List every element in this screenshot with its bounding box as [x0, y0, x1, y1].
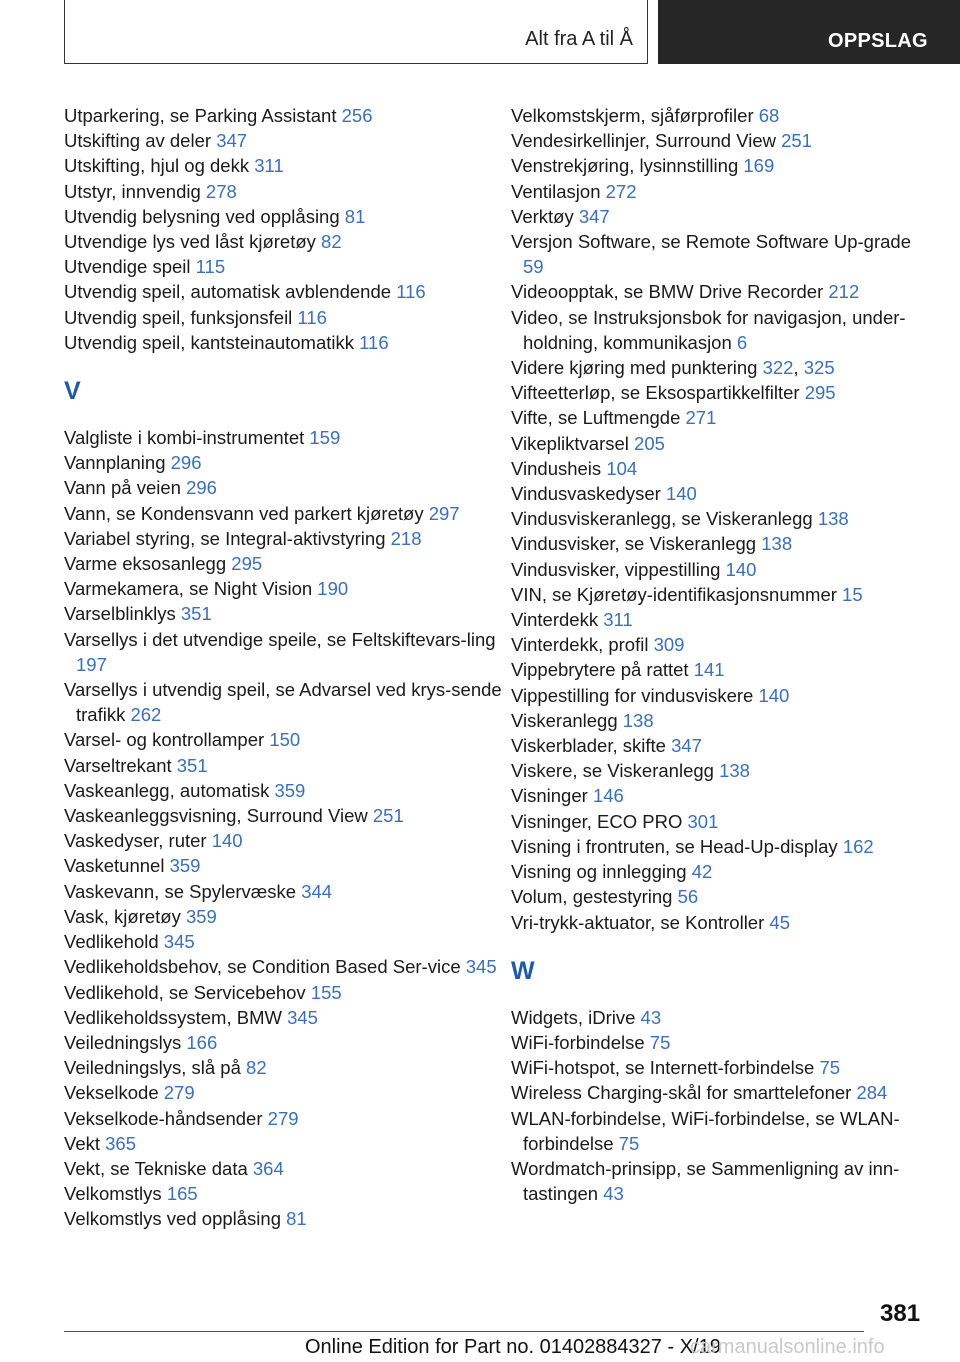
index-entry-text: Varme eksosanlegg	[64, 553, 227, 575]
footer-edition: Online Edition for Part no. 01402884327 - X/19	[305, 1336, 721, 1358]
page-ref-link[interactable]: 212	[828, 281, 860, 303]
index-entry-text: Wordmatch-prinsipp, se Sammenligning av inn-tastingen	[511, 1157, 900, 1205]
index-entry	[64, 1156, 504, 1181]
index-entry-text: VIN, se Kjøretøy-identifikasjonsnummer	[511, 583, 837, 605]
index-entry	[64, 879, 504, 904]
index-entry-text: Vindusvisker, vippestilling	[511, 558, 721, 580]
page-ref-link[interactable]: 359	[169, 855, 201, 877]
index-entry-text: Vifteetterløp, se Eksospartikkelfilter	[511, 382, 800, 404]
page-ref-link[interactable]: 68	[758, 105, 780, 126]
index-entry	[511, 859, 931, 884]
index-entry	[64, 929, 504, 954]
index-entry-text: Vekt	[64, 1132, 100, 1154]
page-ref-link[interactable]: 75	[618, 1132, 640, 1154]
page-ref-link[interactable]: 75	[649, 1031, 671, 1053]
page-ref-link[interactable]: 166	[186, 1031, 218, 1053]
index-entry	[64, 305, 504, 330]
page-ref-link[interactable]: 296	[186, 477, 217, 499]
index-entry	[64, 330, 504, 355]
index-entry-text: Varsel- og kontrollamper	[64, 729, 265, 751]
index-entry-text: WiFi-hotspot, se Internett-forbindelse	[511, 1057, 815, 1079]
index-entry	[64, 753, 504, 778]
index-entry	[511, 456, 931, 481]
header-chapter-title: OPPSLAG	[828, 30, 928, 52]
index-entry	[64, 1055, 504, 1080]
index-entry	[64, 103, 504, 128]
index-entry	[64, 1206, 504, 1231]
page-ref-link[interactable]: 218	[390, 527, 422, 549]
page-ref-link[interactable]: 81	[286, 1208, 307, 1230]
index-entry-text: Utvendig speil, kantsteinautomatikk	[64, 331, 354, 353]
page-ref-link[interactable]: 140	[211, 830, 243, 852]
index-entry	[511, 1156, 931, 1206]
page-ref-link[interactable]: 347	[578, 205, 610, 227]
index-entry-text: Vaskevann, se Spylervæske	[64, 880, 297, 902]
page-ref-link[interactable]: 138	[817, 508, 849, 530]
index-column-right	[511, 103, 931, 1206]
index-entry-text: Variabel styring, se Integral-aktivstyring	[64, 527, 386, 549]
page-ref-link[interactable]: 146	[592, 785, 624, 807]
index-entry-text: Widgets, iDrive	[511, 1006, 636, 1028]
index-entry-text: Videre kjøring med punktering	[511, 357, 758, 379]
index-entry-text: Vri-trykk-aktuator, se Kontroller	[511, 911, 765, 933]
index-entry	[64, 904, 504, 929]
page-ref-link[interactable]: 140	[758, 684, 790, 706]
index-entry	[64, 1181, 504, 1206]
page-ref-link[interactable]: 82	[321, 231, 342, 253]
index-entry	[511, 657, 931, 682]
index-entry	[511, 380, 931, 405]
index-entry	[511, 1055, 931, 1080]
page-ref-link[interactable]: 295	[804, 382, 836, 404]
index-entry-text: Vippestilling for vindusviskere	[511, 684, 754, 706]
footer-rule	[64, 1331, 864, 1332]
index-entry-text: Verktøy	[511, 205, 574, 227]
index-entry	[511, 884, 931, 909]
page-ref-link[interactable]: 351	[176, 754, 208, 776]
page-ref-link[interactable]: 345	[163, 931, 195, 953]
page-ref-link[interactable]: 311	[603, 609, 633, 631]
index-entry	[511, 683, 931, 708]
index-entry	[64, 627, 504, 677]
index-entry	[511, 405, 931, 430]
page-ref-link[interactable]: 197	[76, 653, 107, 675]
index-entry-text: Visninger, ECO PRO	[511, 810, 683, 832]
index-entry	[64, 727, 504, 752]
page-ref-link[interactable]: 322	[762, 357, 794, 379]
index-entry	[511, 1030, 931, 1055]
page-ref-link[interactable]: 169	[743, 155, 775, 177]
page-ref-link[interactable]: 81	[344, 205, 366, 227]
index-entry-text: Velkomstlys ved opplåsing	[64, 1208, 281, 1230]
index-entry-text: Venstrekjøring, lysinnstilling	[511, 155, 739, 177]
page-ref-link[interactable]: 251	[372, 805, 404, 827]
page-ref-link[interactable]: 309	[653, 634, 685, 656]
index-entry	[511, 582, 931, 607]
page-ref-link[interactable]: 116	[297, 306, 327, 328]
index-entry	[64, 954, 504, 979]
page-ref-link[interactable]: 359	[185, 905, 217, 927]
index-entry	[511, 733, 931, 758]
page-ref-link[interactable]: 279	[267, 1107, 299, 1129]
page-ref-link[interactable]: 278	[205, 180, 237, 202]
page-ref-link[interactable]: 138	[719, 760, 750, 782]
page-ref-link[interactable]: 75	[819, 1057, 841, 1079]
index-entry-text: Vekselkode	[64, 1082, 159, 1104]
index-entry	[64, 1106, 504, 1131]
index-entry-text: Veiledningslys	[64, 1031, 182, 1053]
index-letter-heading: W	[511, 956, 535, 985]
index-entry-text: Visning og innlegging	[511, 861, 687, 883]
index-entry-text: Videoopptak, se BMW Drive Recorder	[511, 281, 824, 303]
index-entry	[511, 279, 931, 304]
index-entry-text: Vindusvaskedyser	[511, 483, 661, 505]
index-entry	[64, 1080, 504, 1105]
index-entry-text: Velkomstskjerm, sjåførprofiler	[511, 105, 754, 126]
page-ref-link[interactable]: 141	[693, 659, 725, 681]
index-entry-text: Vedlikehold, se Servicebehov	[64, 981, 306, 1003]
index-entry-text: Utvendige speil	[64, 256, 191, 278]
index-entry	[511, 179, 931, 204]
index-entry-text: Vinterdekk	[511, 609, 599, 631]
index-entry-text: Vinterdekk, profil	[511, 634, 649, 656]
index-entry-text: Varsellys i utvendig speil, se Advarsel ved krys-sende trafikk	[64, 679, 502, 726]
header-section-title: Alt fra A til Å	[525, 28, 633, 50]
index-entry-text: Varmekamera, se Night Vision	[64, 578, 313, 600]
index-entry	[64, 475, 504, 500]
index-entry	[511, 1005, 931, 1030]
index-entry-text: Vindusvisker, se Viskeranlegg	[511, 533, 757, 555]
index-entry	[511, 481, 931, 506]
index-entry	[511, 153, 931, 178]
page-ref-link[interactable]: 59	[523, 256, 544, 278]
index-entry	[64, 828, 504, 853]
index-entry	[64, 551, 504, 576]
index-entry-text: Vedlikeholdsbehov, se Condition Based Ser-vice	[64, 956, 461, 978]
index-entry	[511, 531, 931, 556]
index-entry-text: Vindusheis	[511, 457, 602, 479]
index-entry	[64, 980, 504, 1005]
page-ref-link[interactable]: 82	[246, 1057, 267, 1079]
index-entry	[64, 501, 504, 526]
index-entry-text: Vaskeanlegg, automatisk	[64, 779, 270, 801]
page-ref-link[interactable]: 325	[803, 357, 835, 379]
index-entry	[64, 526, 504, 551]
index-entry-text: Utskifting av deler	[64, 130, 212, 152]
page-ref-link[interactable]: 140	[725, 558, 757, 580]
page-ref-link[interactable]: 311	[254, 155, 284, 177]
index-entry	[511, 607, 931, 632]
page-ref-link[interactable]: 140	[665, 483, 697, 505]
index-entry-text: Vaskedyser, ruter	[64, 830, 207, 852]
page-ref-link[interactable]: 347	[216, 130, 248, 152]
page-ref-link[interactable]: 271	[685, 407, 717, 429]
index-column-left	[64, 103, 504, 1232]
page-ref-link[interactable]: 6	[736, 331, 748, 353]
index-entry	[64, 179, 504, 204]
page-ref-link[interactable]: 155	[310, 981, 342, 1003]
index-entry-text: Utstyr, innvendig	[64, 180, 201, 202]
index-entry-text: Vekt, se Tekniske data	[64, 1157, 248, 1179]
index-entry-text: Volum, gestestyring	[511, 886, 673, 908]
index-entry-text: Velkomstlys	[64, 1183, 162, 1205]
page-ref-link[interactable]: 279	[163, 1082, 195, 1104]
index-entry-text: Utvendige lys ved låst kjøretøy	[64, 231, 316, 253]
index-entry	[64, 1131, 504, 1156]
page-ref-link[interactable]: 345	[287, 1006, 318, 1028]
index-entry-text: Vann, se Kondensvann ved parkert kjøretøy	[64, 502, 424, 524]
index-entry-text: Vaskeanleggsvisning, Surround View	[64, 805, 368, 827]
index-entry	[64, 204, 504, 229]
page-ref-link[interactable]: 251	[781, 130, 812, 152]
index-letter-heading: V	[64, 377, 81, 406]
page-ref-link[interactable]: 365	[105, 1132, 137, 1154]
index-entry	[511, 834, 931, 859]
index-entry	[64, 778, 504, 803]
page-ref-link[interactable]: 15	[842, 583, 863, 605]
index-entry	[64, 677, 504, 727]
index-entry	[511, 758, 931, 783]
index-entry-text: Varselblinklys	[64, 603, 176, 625]
page-ref-link[interactable]: 150	[269, 729, 301, 751]
index-entry	[511, 809, 931, 834]
index-entry-text: Utparkering, se Parking Assistant	[64, 105, 337, 126]
index-entry-text: Utvendig speil, automatisk avblendende	[64, 281, 392, 303]
page-ref-link[interactable]: 347	[671, 735, 702, 757]
page-ref-link[interactable]: 272	[605, 180, 637, 202]
index-entry-text: Wireless Charging-skål for smarttelefoner	[511, 1082, 852, 1104]
index-entry	[64, 425, 504, 450]
index-entry	[511, 506, 931, 531]
page-ref-link[interactable]: 104	[606, 457, 638, 479]
footer-watermark: carmanualsonline.info	[690, 1336, 885, 1358]
page-ref-link[interactable]: 43	[603, 1183, 624, 1205]
index-entry	[64, 450, 504, 475]
index-entry	[64, 853, 504, 878]
index-entry-text: Viskere, se Viskeranlegg	[511, 760, 714, 782]
page-ref-link[interactable]: 295	[231, 553, 263, 575]
page-ref-link[interactable]: 351	[180, 603, 212, 625]
page-number: 381	[880, 1300, 921, 1327]
page-ref-link[interactable]: 138	[761, 533, 793, 555]
page-ref-link[interactable]: 359	[274, 779, 306, 801]
index-entry-text: Vasketunnel	[64, 855, 165, 877]
page-ref-link[interactable]: 162	[842, 835, 874, 857]
index-entry	[64, 1005, 504, 1030]
page-ref-link[interactable]: 205	[634, 432, 665, 454]
index-entry	[64, 601, 504, 626]
index-entry-text: WiFi-forbindelse	[511, 1031, 645, 1053]
index-entry	[64, 128, 504, 153]
page-ref-link[interactable]: 43	[640, 1006, 662, 1028]
index-entry-text: Varsellys i det utvendige speile, se Feltskiftevars-ling	[64, 628, 496, 650]
index-entry-text: Vedlikehold	[64, 931, 159, 953]
index-entry-text: WLAN-forbindelse, WiFi-forbindelse, se WLAN-forbindelse	[511, 1107, 900, 1154]
page-ref-link[interactable]: 116	[359, 331, 389, 353]
page-ref-link[interactable]: 138	[622, 709, 654, 731]
index-entry-text: Viskerblader, skifte	[511, 735, 666, 757]
index-entry: Videre kjøring med punktering 322, 325	[511, 357, 835, 379]
index-entry-text: Viskeranlegg	[511, 709, 618, 731]
index-entry	[64, 254, 504, 279]
index-entry	[64, 229, 504, 254]
index-entry	[64, 803, 504, 828]
index-entry	[511, 632, 931, 657]
index-entry-text: Vippebrytere på rattet	[511, 659, 689, 681]
page-ref-link[interactable]: 45	[769, 911, 790, 933]
index-entry-text: Varseltrekant	[64, 754, 172, 776]
index-entry-text: Video, se Instruksjonsbok for navigasjon, under-holdning, kommunikasjon	[511, 306, 906, 353]
index-entry	[511, 103, 931, 128]
index-entry	[511, 305, 931, 355]
index-entry-text: Utskifting, hjul og dekk	[64, 155, 250, 177]
index-entry	[64, 153, 504, 178]
index-entry-text: Vifte, se Luftmengde	[511, 407, 681, 429]
index-entry-text: Veiledningslys, slå på	[64, 1057, 241, 1079]
page-ref-link[interactable]: 190	[317, 578, 349, 600]
page-ref-link[interactable]: 296	[170, 452, 202, 474]
index-entry-text: Vikepliktvarsel	[511, 432, 629, 454]
index-entry	[511, 204, 931, 229]
page-ref-link[interactable]: 345	[465, 956, 497, 978]
page-ref-link[interactable]: 115	[195, 256, 226, 278]
page-ref-link[interactable]: 284	[856, 1082, 888, 1104]
index-entry-text: Vannplaning	[64, 452, 166, 474]
page-ref-link[interactable]: 56	[677, 886, 699, 908]
index-entry	[511, 229, 931, 279]
page-ref-link[interactable]: 262	[130, 704, 162, 726]
page-ref-link[interactable]: 344	[301, 880, 333, 902]
page-ref-link[interactable]: 165	[166, 1183, 198, 1205]
index-entry	[511, 1106, 931, 1156]
index-entry	[64, 576, 504, 601]
index-entry	[64, 1030, 504, 1055]
index-entry-text: Visning i frontruten, se Head-Up-display	[511, 835, 838, 857]
index-entry	[64, 279, 504, 304]
header-chapter-tab	[658, 0, 960, 64]
page-ref-link[interactable]: 42	[691, 861, 713, 883]
page-ref-link[interactable]: 364	[252, 1157, 284, 1179]
index-entry-text: Vask, kjøretøy	[64, 905, 181, 927]
page-ref-link[interactable]: 159	[309, 427, 341, 449]
page-ref-link[interactable]: 297	[428, 502, 460, 524]
index-entry-text: Versjon Software, se Remote Software Up-grade	[511, 231, 911, 253]
header-section-box	[64, 0, 648, 64]
index-entry-text: Vindusviskeranlegg, se Viskeranlegg	[511, 508, 813, 530]
index-entry	[511, 557, 931, 582]
page-ref-link[interactable]: 116	[396, 281, 426, 303]
index-entry-text: Ventilasjon	[511, 180, 601, 202]
index-entry-text: Vendesirkellinjer, Surround View	[511, 130, 776, 152]
index-entry-text: Utvendig belysning ved opplåsing	[64, 205, 340, 227]
index-entry	[511, 910, 931, 935]
index-entry-text: Vedlikeholdssystem, BMW	[64, 1006, 282, 1028]
index-entry	[511, 1080, 931, 1105]
index-entry	[511, 431, 931, 456]
index-entry-text: Valgliste i kombi-instrumentet	[64, 427, 305, 449]
page-ref-link[interactable]: 301	[687, 810, 719, 832]
index-entry-text: Visninger	[511, 785, 588, 807]
index-entry-text: Vann på veien	[64, 477, 181, 499]
index-entry-text: Vekselkode-håndsender	[64, 1107, 263, 1129]
index-entry	[511, 128, 931, 153]
index-entry-text: Utvendig speil, funksjonsfeil	[64, 306, 293, 328]
index-entry	[511, 708, 931, 733]
index-entry	[511, 783, 931, 808]
page-ref-link[interactable]: 256	[341, 105, 373, 126]
